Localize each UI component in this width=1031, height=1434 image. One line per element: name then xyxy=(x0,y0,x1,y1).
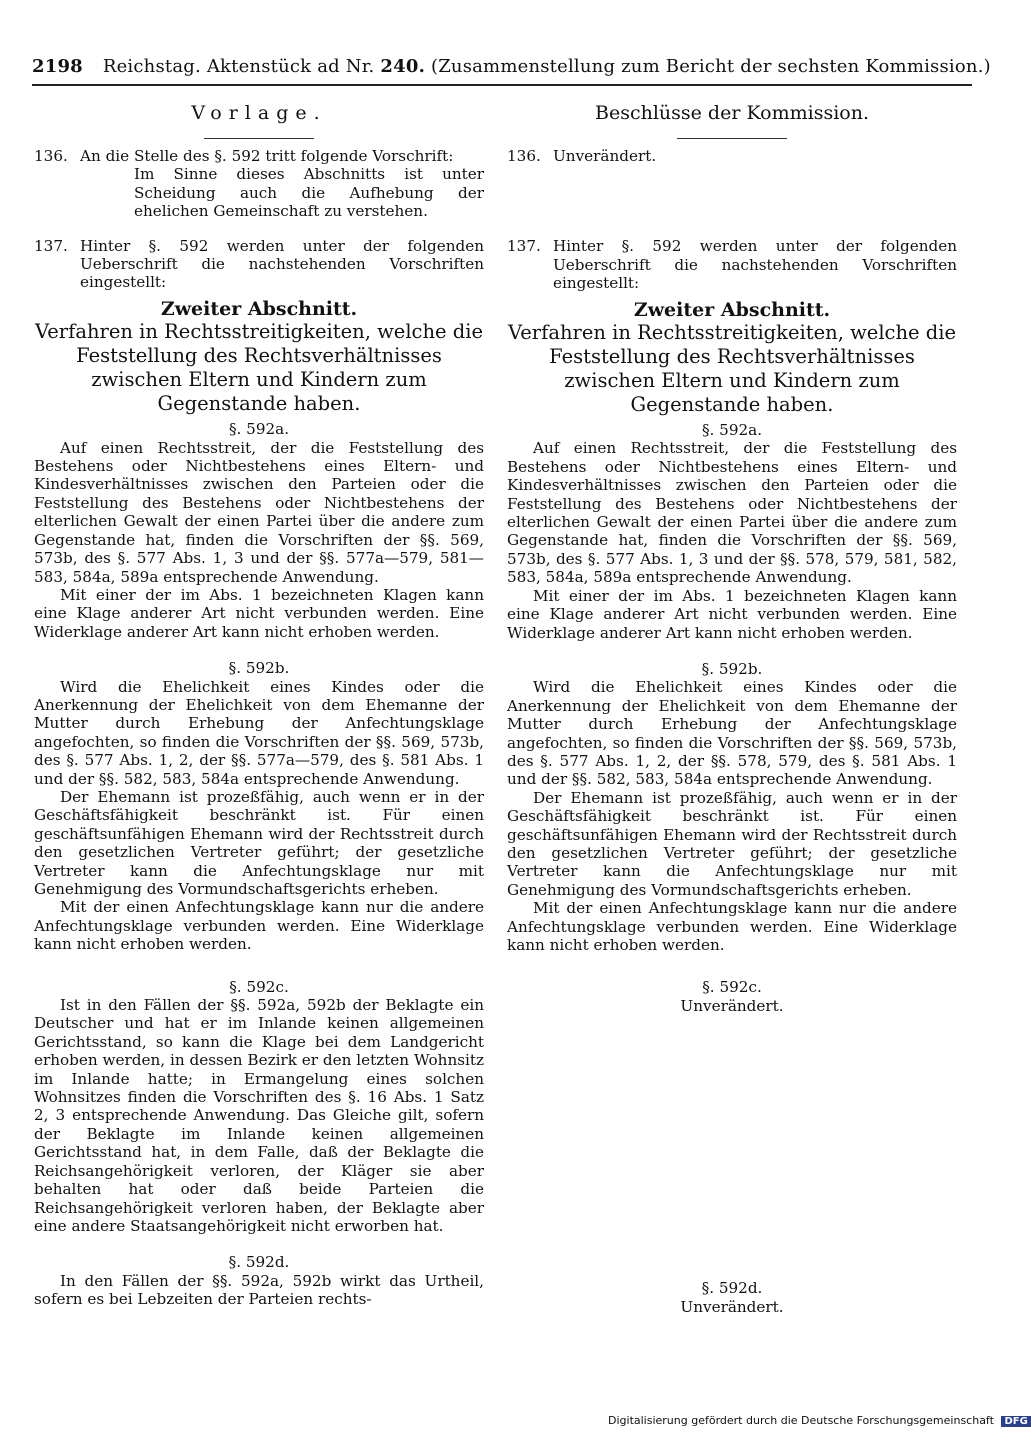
dfg-logo-icon: DFG xyxy=(1001,1416,1030,1427)
item-number: 137. xyxy=(34,236,68,255)
right-item-137 xyxy=(507,237,957,292)
footer-text: Digitalisierung gefördert durch die Deutsche Forschungsgemeinschaft xyxy=(608,1414,994,1427)
left-column-vorlage xyxy=(34,104,484,1309)
header-subtitle: (Zusammenstellung zum Bericht der sechsten Kommission.) xyxy=(430,56,991,77)
left-paragraph-592c: §. 592c. xyxy=(229,977,289,996)
right-column-beschluesse xyxy=(507,104,957,1316)
left-592a-text-1: Auf einen Rechtsstreit, der die Feststellung des Bestehens oder Nichtbestehens eines Eltern- und Kindesverhältnisses zwischen den Parteien oder die Feststellung des Bestehens oder Nichtbestehens der elterlichen Gewalt der einen Partei über die andere zum Gegenstande hat, finden die Vorschriften der §§. 569, 573b, des §. 577 Abs. 1, 3 und der §§. 577a—579, 581—583, 584a, 589a entsprechende Anwendung. xyxy=(34,438,484,586)
item-number: 136. xyxy=(34,147,68,165)
left-paragraph-592b: §. 592b. xyxy=(228,659,290,678)
left-item-137 xyxy=(34,237,484,292)
right-592c-text-1: Unverändert. xyxy=(680,996,784,1015)
header-reichstag: Reichstag. xyxy=(102,56,201,77)
item-text: Hinter §. 592 werden unter der folgenden Ueberschrift die nachstehenden Vorschriften eingestellt: xyxy=(80,236,484,292)
header-aktenstueck: Aktenstück ad Nr. xyxy=(206,56,375,77)
right-592a-text-1: Auf einen Rechtsstreit, der die Feststellung des Bestehens oder Nichtbestehens eines Eltern- und Kindesverhältnisses zwischen den Parteien oder die Feststellung des Bestehens oder Nichtbestehens der elterlichen Gewalt der einen Partei über die andere zum Gegenstande hat, finden die Vorschriften der §§. 569, 573b, des §. 577 Abs. 1, 3 und der §§. 578, 579, 581, 582, 583, 584a, 589a entsprechende Anwendung. xyxy=(507,439,957,587)
left-item-136 xyxy=(34,147,484,165)
left-paragraph-592d: §. 592d. xyxy=(228,1253,290,1272)
left-592a-text-2: Mit einer der im Abs. 1 bezeichneten Klagen kann eine Klage anderer Art nicht verbunden werden. Eine Widerklage anderer Art kann nicht erhoben werden. xyxy=(34,585,484,641)
left-592c-text-1: Ist in den Fällen der §§. 592a, 592b der Beklagte ein Deutscher und hat er im Inlande keinen allgemeinen Gerichtsstand, so kann die Klage bei dem Landgericht erhoben werden, in dessen Bezirk er den letzten Wohnsitz im Inlande hatte; in Ermangelung eines solchen Wohnsitzes finden die Vorschriften des §. 16 Abs. 1 Satz 2, 3 entsprechende Anwendung. Das Gleiche gilt, sofern der Beklagte im Inlande keinen allgemeinen Gerichtsstand hat, in dem Falle, daß der Beklagte die Reichsangehörigkeit verloren, der Kläger sie aber behalten hat oder daß beide Parteien die Reichsangehörigkeit verloren haben, der Beklagte aber eine andere Staatsangehörigkeit nicht erworben hat. xyxy=(34,996,484,1235)
right-item-136 xyxy=(507,147,957,165)
footer-credit xyxy=(608,1414,1031,1427)
page-number: 2198 xyxy=(32,56,83,77)
right-592b-text-1: Wird die Ehelichkeit eines Kindes oder die Anerkennung der Ehelichkeit von dem Ehemanne der Mutter durch Erhebung der Anfechtungsklage angefochten, so finden die Vorschriften der §§. 569, 573b, des §. 577 Abs. 1, 2, der §§. 578, 579, des §. 581 Abs. 1 und der §§. 582, 583, 584a entsprechende Anwendung. xyxy=(507,678,957,789)
right-paragraph-592c: §. 592c. xyxy=(702,978,762,997)
left-592b-text-3: Mit der einen Anfechtungsklage kann nur die andere Anfechtungsklage verbunden werden. Eine Widerklage kann nicht erhoben werden. xyxy=(34,898,484,954)
left-592b-text-1: Wird die Ehelichkeit eines Kindes oder die Anerkennung der Ehelichkeit von dem Ehemanne der Mutter durch Erhebung der Anfechtungsklage angefochten, so finden die Vorschriften der §§. 569, 573b, des §. 577 Abs. 1, 2, der §§. 577a—579, des §. 581 Abs. 1 und der §§. 582, 583, 584a entsprechende Anwendung. xyxy=(34,677,484,788)
right-section-heading: Zweiter Abschnitt. xyxy=(633,298,831,321)
item-number: 136. xyxy=(507,147,541,165)
item-text: An die Stelle des §. 592 tritt folgende Vorschrift: xyxy=(80,147,454,165)
right-paragraph-592a: §. 592a. xyxy=(701,421,763,440)
item-text: Hinter §. 592 werden unter der folgenden Ueberschrift die nachstehenden Vorschriften eingestellt: xyxy=(553,237,957,293)
right-section-title: Verfahren in Rechtsstreitigkeiten, welche die Feststellung des Rechtsverhältnisses zwischen Eltern und Kindern zum Gegenstande haben. xyxy=(507,321,957,417)
right-592a-text-2: Mit einer der im Abs. 1 bezeichneten Klagen kann eine Klage anderer Art nicht verbunden werden. Eine Widerklage anderer Art kann nicht erhoben werden. xyxy=(507,586,957,642)
right-column-title: Beschlüsse der Kommission. xyxy=(595,102,869,124)
left-592d-text-1: In den Fällen der §§. 592a, 592b wirkt das Urtheil, sofern es bei Lebzeiten der Parteien rechts- xyxy=(34,1271,484,1309)
left-section-title: Verfahren in Rechtsstreitigkeiten, welche die Feststellung des Rechtsverhältnisses zwischen Eltern und Kindern zum Gegenstande haben. xyxy=(34,320,484,416)
header-rule xyxy=(32,84,972,86)
item-number: 137. xyxy=(507,237,541,256)
right-592d-text-1: Unverändert. xyxy=(680,1297,784,1316)
left-592b-text-2: Der Ehemann ist prozeßfähig, auch wenn er in der Geschäftsfähigkeit beschränkt ist. Für einen geschäftsunfähigen Ehemann wird der Rechtsstreit durch den gesetzlichen Vertreter geführt; der gesetzliche Vertreter kann die Anfechtungsklage nur mit Genehmigung des Vormundschaftsgerichts erheben. xyxy=(34,787,484,898)
item-text: Unverändert. xyxy=(553,147,657,165)
left-paragraph-592a: §. 592a. xyxy=(228,420,290,439)
page-header xyxy=(32,56,991,77)
right-title-rule xyxy=(677,138,787,139)
header-number: 240. xyxy=(380,56,426,77)
left-column-title: Vorlage. xyxy=(191,102,327,124)
right-paragraph-592d: §. 592d. xyxy=(701,1279,763,1298)
left-item-136-body: Im Sinne dieses Abschnitts ist unter Scheidung auch die Aufhebung der ehelichen Gemeinschaft zu verstehen. xyxy=(134,165,484,221)
right-paragraph-592b: §. 592b. xyxy=(701,659,763,678)
left-title-rule xyxy=(204,138,314,139)
right-592b-text-3: Mit der einen Anfechtungsklage kann nur die andere Anfechtungsklage verbunden werden. Eine Widerklage kann nicht erhoben werden. xyxy=(507,899,957,954)
right-592b-text-2: Der Ehemann ist prozeßfähig, auch wenn er in der Geschäftsfähigkeit beschränkt ist. Für einen geschäftsunfähigen Ehemann wird der Rechtsstreit durch den gesetzlichen Vertreter geführt; der gesetzliche Vertreter kann die Anfechtungsklage nur mit Genehmigung des Vormundschaftsgerichts erheben. xyxy=(507,788,957,899)
left-section-heading: Zweiter Abschnitt. xyxy=(160,297,358,320)
